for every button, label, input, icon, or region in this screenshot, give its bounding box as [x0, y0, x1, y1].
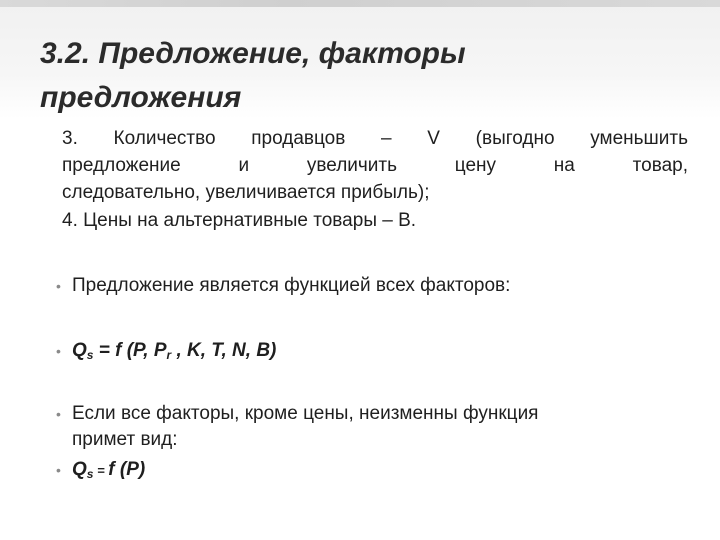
bullet-other-factors — [56, 401, 696, 453]
formula-part-2: , K, T, N, B) — [171, 340, 277, 361]
slide-title — [40, 32, 680, 120]
title-line-2: предложения — [40, 81, 242, 114]
bullet-dot: • — [56, 406, 61, 422]
bullet-formula-price — [56, 457, 696, 487]
item-3-line-2: предложение и увеличить цену на товар, — [62, 155, 688, 176]
item-3-line-3: следовательно, увеличивается прибыль); — [62, 182, 430, 203]
formula-price — [72, 457, 696, 487]
bullet-text-line-2: примет вид: — [72, 429, 178, 450]
item-4: 4. Цены на альтернативные товары – B. — [62, 210, 417, 231]
bullet-dot: • — [56, 278, 61, 294]
bullet-text-line-1: Если все факторы, кроме цены, неизменны функция — [72, 403, 539, 424]
item-3-line-1: 3. Количество продавцов – V (выгодно уменьшить — [62, 128, 688, 149]
bullet-dot: • — [56, 343, 61, 359]
formula-q: Q — [72, 459, 87, 480]
formula-general — [72, 338, 696, 368]
formula-q-subscript: s — [86, 467, 94, 481]
bullet-dot: • — [56, 462, 61, 478]
formula-q-subscript: s — [86, 348, 94, 362]
formula-part: f (P) — [108, 459, 146, 480]
formula-part-1: = f (P, P — [93, 340, 167, 361]
bullet-formula-general — [56, 338, 696, 368]
bullet-text: Предложение является функцией всех факторов: — [72, 275, 511, 296]
formula-q: Q — [72, 340, 87, 361]
slide-top-band — [0, 0, 720, 7]
title-line-1: 3.2. Предложение, факторы — [40, 37, 466, 70]
formula-pr-subscript: r — [166, 348, 172, 362]
formula-equals: = — [93, 463, 109, 478]
bullet-supply-function — [56, 273, 696, 299]
